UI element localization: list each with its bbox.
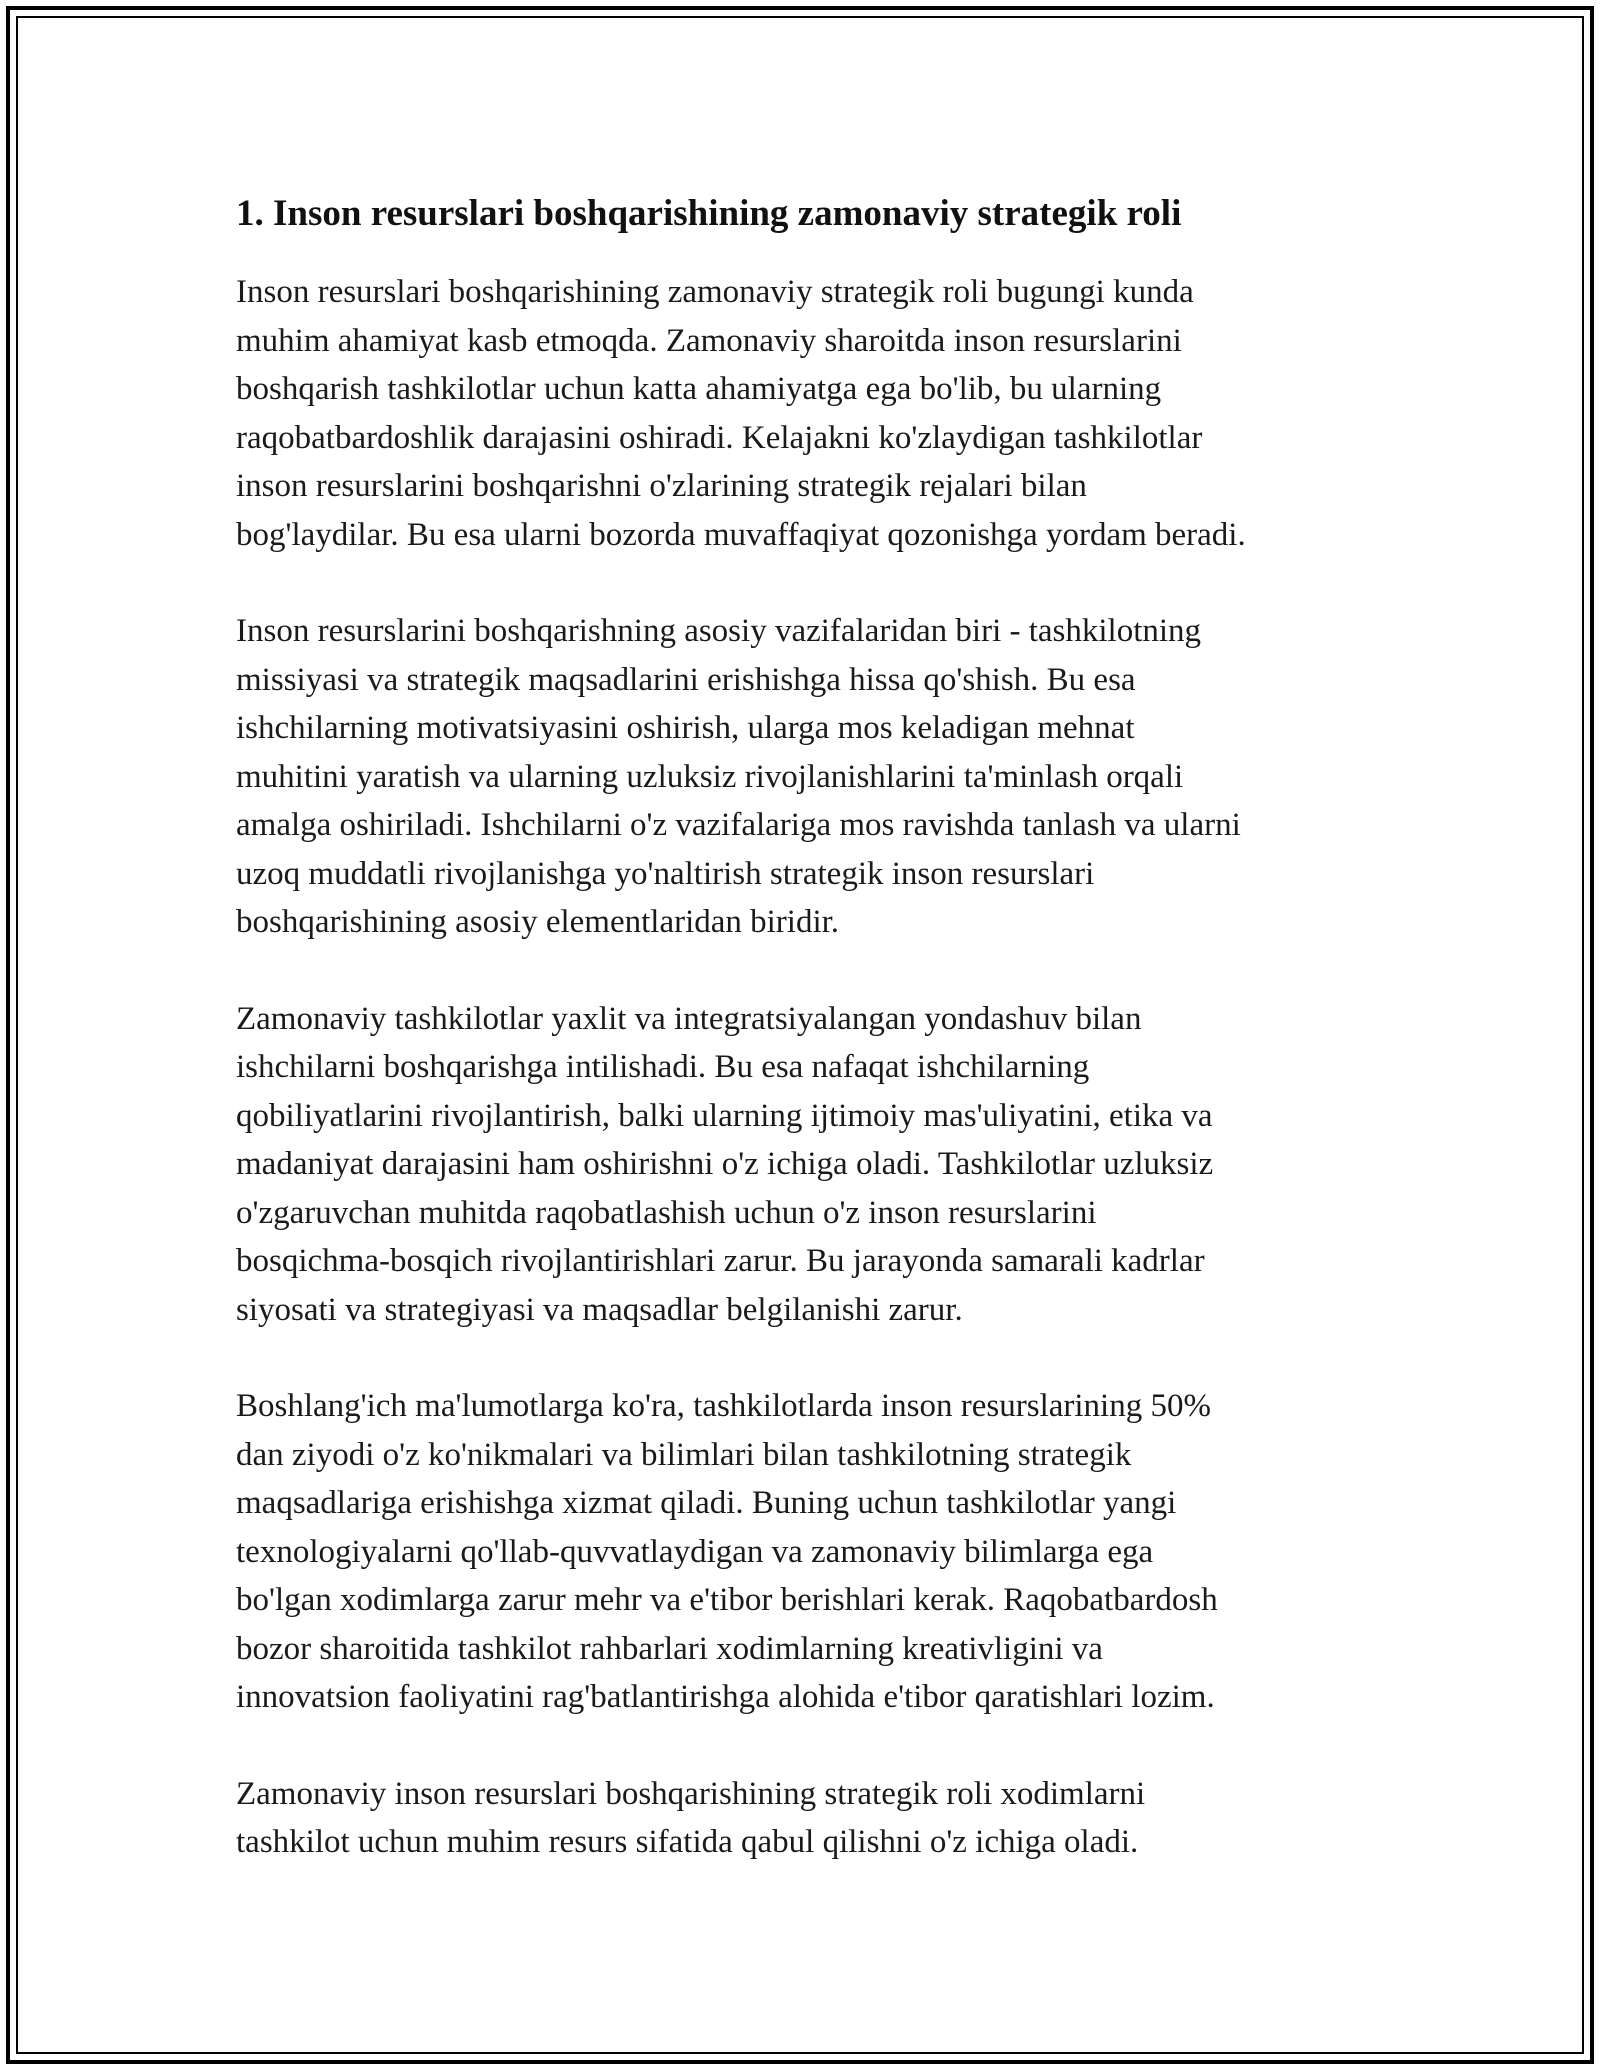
paragraph-line: boshqarishining asosiy elementlaridan biridir.: [236, 904, 840, 940]
paragraph-2: [236, 607, 1376, 947]
paragraph-line: uzoq muddatli rivojlanishga yo'naltirish strategik inson resurslari: [236, 855, 1095, 892]
document-heading: 1. Inson resurslari boshqarishining zamonaviy strategik roli: [236, 193, 1182, 234]
paragraph-line: madaniyat darajasini ham oshirishni o'z ichiga oladi. Tashkilotlar uzluksiz: [236, 1146, 1214, 1182]
paragraph-line: muhitini yaratish va ularning uzluksiz rivojlanishlarini ta'minlash orqali: [236, 758, 1184, 795]
paragraph-line: Boshlang'ich ma'lumotlarga ko'ra, tashkilotlarda inson resurslarining 50%: [236, 1388, 1211, 1424]
paragraph-line: amalga oshiriladi. Ishchilarni o'z vazifalariga mos ravishda tanlash va ularni: [236, 807, 1241, 843]
paragraph-line: Zamonaviy inson resurslari boshqarishining strategik roli xodimlarni: [236, 1775, 1146, 1812]
paragraph-1: [236, 268, 1376, 559]
document-body: [236, 190, 1376, 1915]
paragraph-line: qobiliyatlarini rivojlantirish, balki ularning ijtimoiy mas'uliyatini, etika va: [236, 1097, 1213, 1134]
paragraph-line: raqobatbardoshlik darajasini oshiradi. Kelajakni ko'zlaydigan tashkilotlar: [236, 419, 1203, 456]
paragraph-line: tashkilot uchun muhim resurs sifatida qabul qilishni o'z ichiga oladi.: [236, 1824, 1139, 1860]
paragraph-line: missiyasi va strategik maqsadlarini erishishga hissa qo'shish. Bu esa: [236, 661, 1136, 698]
paragraph-line: bozor sharoitida tashkilot rahbarlari xodimlarning kreativligini va: [236, 1630, 1103, 1667]
paragraph-4: [236, 1382, 1376, 1722]
paragraph-line: texnologiyalarni qo'llab-quvvatlaydigan va zamonaviy bilimlarga ega: [236, 1533, 1154, 1570]
paragraph-line: siyosati va strategiyasi va maqsadlar belgilanishi zarur.: [236, 1291, 963, 1328]
paragraph-line: muhim ahamiyat kasb etmoqda. Zamonaviy sharoitda inson resurslarini: [236, 322, 1182, 359]
paragraph-5: [236, 1770, 1376, 1867]
paragraph-3: [236, 995, 1376, 1335]
paragraph-line: o'zgaruvchan muhitda raqobatlashish uchun o'z inson resurslarini: [236, 1194, 1097, 1231]
paragraph-line: innovatsion faoliyatini rag'batlantirishga alohida e'tibor qaratishlari lozim.: [236, 1679, 1215, 1715]
paragraph-line: Inson resurslarini boshqarishning asosiy vazifalaridan biri - tashkilotning: [236, 613, 1202, 649]
paragraph-line: ishchilarni boshqarishga intilishadi. Bu esa nafaqat ishchilarning: [236, 1049, 1090, 1085]
paragraph-line: bosqichma-bosqich rivojlantirishlari zarur. Bu jarayonda samarali kadrlar: [236, 1243, 1205, 1279]
paragraph-line: bo'lgan xodimlarga zarur mehr va e'tibor berishlari kerak. Raqobatbardosh: [236, 1582, 1218, 1618]
paragraph-line: inson resurslarini boshqarishni o'zlarining strategik rejalari bilan: [236, 468, 1087, 504]
paragraph-line: ishchilarning motivatsiyasini oshirish, ularga mos keladigan mehnat: [236, 710, 1135, 746]
paragraph-line: maqsadlariga erishishga xizmat qiladi. Buning uchun tashkilotlar yangi: [236, 1485, 1177, 1521]
paragraph-line: dan ziyodi o'z ko'nikmalari va bilimlari bilan tashkilotning strategik: [236, 1436, 1132, 1473]
paragraph-line: Zamonaviy tashkilotlar yaxlit va integratsiyalangan yondashuv bilan: [236, 1000, 1142, 1037]
paragraph-line: boshqarish tashkilotlar uchun katta ahamiyatga ega bo'lib, bu ularning: [236, 371, 1162, 407]
paragraph-line: bog'laydilar. Bu esa ularni bozorda muvaffaqiyat qozonishga yordam beradi.: [236, 516, 1246, 553]
paragraph-line: Inson resurslari boshqarishining zamonaviy strategik roli bugungi kunda: [236, 274, 1194, 310]
